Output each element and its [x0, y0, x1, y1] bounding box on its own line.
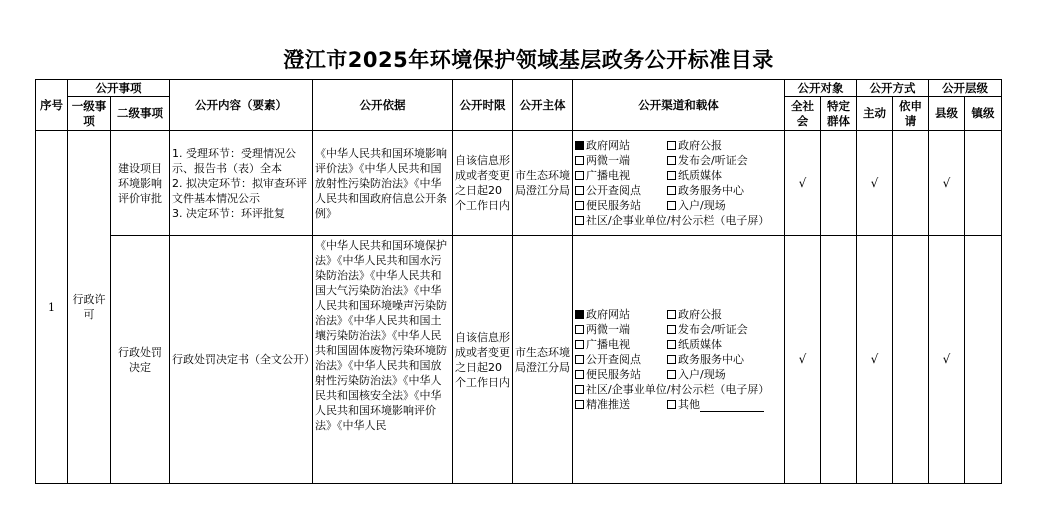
header-channels: 公开渠道和载体 — [573, 80, 785, 131]
checkbox-icon — [575, 186, 584, 195]
channel-paper: 纸质媒体 — [667, 337, 782, 352]
channel-paper: 纸质媒体 — [667, 168, 782, 183]
channel-gov-gazette: 政府公报 — [667, 307, 782, 322]
channel-press: 发布会/听证会 — [667, 322, 782, 337]
row-channels — [573, 236, 785, 484]
checked-box-icon — [575, 141, 584, 150]
row-audience-specific — [821, 236, 857, 484]
checkbox-icon — [667, 171, 676, 180]
channel-gov-site: 政府网站 — [575, 138, 665, 153]
row-mode-request — [893, 131, 929, 236]
header-items-group: 公开事项 — [68, 80, 170, 97]
row-mode-request — [893, 236, 929, 484]
checkbox-icon — [575, 325, 584, 334]
checked-box-icon — [575, 310, 584, 319]
header-mode-active: 主动 — [857, 97, 893, 131]
table-row — [36, 131, 1002, 236]
checkbox-icon — [667, 156, 676, 165]
channel-broadcast: 广播电视 — [575, 168, 665, 183]
header-basis: 公开依据 — [313, 80, 453, 131]
checkbox-icon — [575, 400, 584, 409]
row-channels — [573, 131, 785, 236]
channel-home: 入户/现场 — [667, 367, 782, 382]
row-time: 自该信息形成或者变更之日起20个工作日内 — [453, 131, 513, 236]
row-basis: 《中华人民共和国环境保护法》《中华人民共和国水污染防治法》《中华人民共和国大气污染防治法》《中华人民共和国环境噪声污染防治法》《中华人民共和国土壤污染防治法》《中华人民共和国固体废物污染环境防治法》《中华人民共和国放射性污染防治法》《中华人民共和国核安全法》《中华人民共和国环境影响评价法》《中华人民 — [313, 236, 453, 484]
row-audience-specific — [821, 131, 857, 236]
channel-home: 入户/现场 — [667, 198, 782, 213]
catalog-table — [35, 79, 1002, 484]
channel-two-micro: 两微一端 — [575, 322, 665, 337]
row-level-town — [965, 131, 1002, 236]
row-mode-active: √ — [857, 236, 893, 484]
header-level-town: 镇级 — [965, 97, 1002, 131]
checkbox-icon — [667, 310, 676, 319]
checkbox-icon — [667, 201, 676, 210]
header-level-county: 县级 — [929, 97, 965, 131]
header-audience-group: 公开对象 — [785, 80, 857, 97]
channel-precise: 精准推送 — [575, 397, 665, 412]
checkbox-icon — [575, 156, 584, 165]
checkbox-icon — [575, 171, 584, 180]
checkbox-icon — [667, 340, 676, 349]
header-content: 公开内容（要素） — [170, 80, 313, 131]
row-level2: 建设项目环境影响评价审批 — [111, 131, 170, 236]
checkbox-icon — [575, 201, 584, 210]
header-level-group: 公开层级 — [929, 80, 1002, 97]
row-audience-all: √ — [785, 131, 821, 236]
checkbox-icon — [667, 370, 676, 379]
row-level2: 行政处罚决定 — [111, 236, 170, 484]
checkbox-icon — [667, 400, 676, 409]
channel-gov-site: 政府网站 — [575, 307, 665, 322]
checkbox-icon — [575, 340, 584, 349]
checkbox-icon — [667, 186, 676, 195]
row-subject: 市生态环境局澄江分局 — [513, 236, 573, 484]
channel-broadcast: 广播电视 — [575, 337, 665, 352]
channel-gov-gazette: 政府公报 — [667, 138, 782, 153]
row-basis: 《中华人民共和国环境影响评价法》《中华人民共和国放射性污染防治法》《中华人民共和国政府信息公开条例》 — [313, 131, 453, 236]
row-audience-all: √ — [785, 236, 821, 484]
checkbox-icon — [667, 325, 676, 334]
channel-press: 发布会/听证会 — [667, 153, 782, 168]
row-serial: 1 — [36, 131, 68, 484]
header-time: 公开时限 — [453, 80, 513, 131]
channel-inquiry: 公开查阅点 — [575, 352, 665, 367]
checkbox-icon — [667, 141, 676, 150]
row-content — [170, 236, 313, 484]
row-level-county: √ — [929, 131, 965, 236]
channel-service-center: 政务服务中心 — [667, 352, 782, 367]
header-audience-specific: 特定群体 — [821, 97, 857, 131]
checkbox-icon — [575, 370, 584, 379]
content-line: 2. 拟决定环节：拟审查环评文件基本情况公示 — [172, 176, 307, 205]
row-time: 自该信息形成或者变更之日起20个工作日内 — [453, 236, 513, 484]
content-line: 3. 决定环节：环评批复 — [172, 206, 285, 220]
checkbox-icon — [575, 216, 584, 225]
checkbox-icon — [667, 355, 676, 364]
channel-service-station: 便民服务站 — [575, 367, 665, 382]
channel-inquiry: 公开查阅点 — [575, 183, 665, 198]
row-mode-active: √ — [857, 131, 893, 236]
table-row — [36, 236, 1002, 484]
content-line: 1. 受理环节：受理情况公示、报告书（表）全本 — [172, 146, 296, 175]
channel-bulletin: 社区/企事业单位/村公示栏（电子屏） — [575, 382, 782, 397]
row-level1: 行政许可 — [68, 131, 111, 484]
channel-bulletin: 社区/企事业单位/村公示栏（电子屏） — [575, 213, 782, 228]
row-level-town — [965, 236, 1002, 484]
channel-service-station: 便民服务站 — [575, 198, 665, 213]
header-subject: 公开主体 — [513, 80, 573, 131]
document-title: 澄江市2025年环境保护领域基层政务公开标准目录 — [283, 48, 774, 72]
header-level2: 二级事项 — [111, 97, 170, 131]
fill-in-blank — [700, 400, 764, 412]
checkbox-icon — [575, 355, 584, 364]
header-level1: 一级事项 — [68, 97, 111, 131]
checkbox-icon — [575, 385, 584, 394]
header-mode-request: 依申请 — [893, 97, 929, 131]
row-subject: 市生态环境局澄江分局 — [513, 131, 573, 236]
channel-two-micro: 两微一端 — [575, 153, 665, 168]
content-line: 行政处罚决定书（全文公开） — [172, 353, 315, 366]
channel-service-center: 政务服务中心 — [667, 183, 782, 198]
header-serial: 序号 — [36, 80, 68, 131]
header-mode-group: 公开方式 — [857, 80, 929, 97]
row-content — [170, 131, 313, 236]
row-level-county: √ — [929, 236, 965, 484]
header-audience-all: 全社会 — [785, 97, 821, 131]
channel-other: 其他 — [667, 397, 782, 412]
